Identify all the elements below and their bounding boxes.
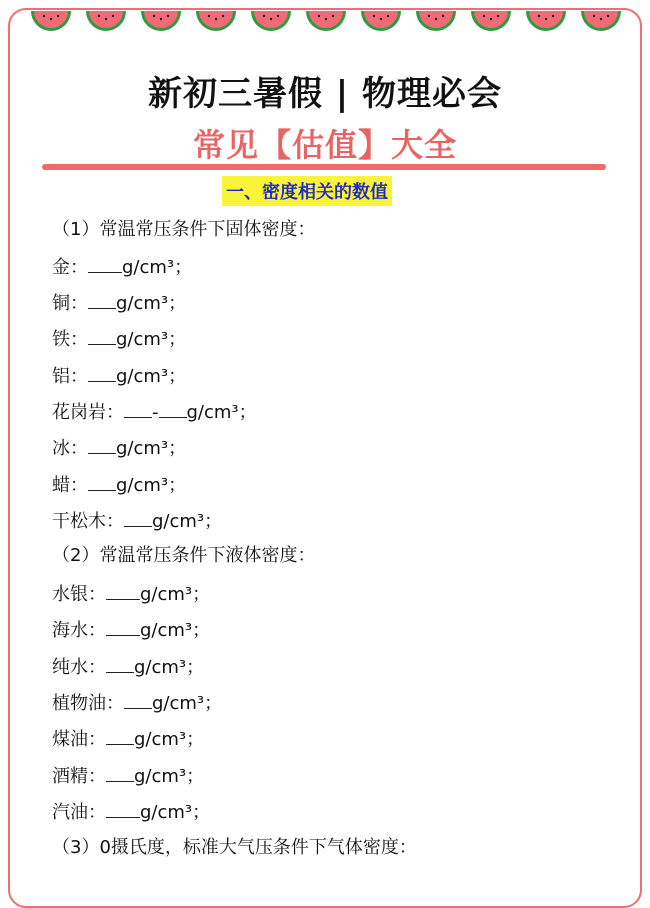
list-item bbox=[52, 399, 257, 425]
fill-blank bbox=[106, 581, 140, 600]
item-label: 植物油： bbox=[52, 693, 124, 714]
subtitle: 常见【估值】大全 bbox=[192, 126, 457, 164]
fill-blank bbox=[124, 690, 152, 709]
list-item bbox=[52, 363, 186, 389]
item-unit: g/cm³； bbox=[116, 329, 187, 350]
item-unit: g/cm³； bbox=[134, 657, 205, 678]
fill-blank bbox=[106, 763, 134, 782]
item-label: 冰： bbox=[52, 438, 88, 459]
item-label: 铜： bbox=[52, 293, 88, 314]
watermelon-icon bbox=[580, 10, 622, 32]
watermelon-icon bbox=[140, 10, 182, 32]
item-unit: g/cm³； bbox=[152, 693, 223, 714]
fill-blank bbox=[88, 254, 122, 273]
list-item bbox=[52, 254, 192, 280]
list-item bbox=[52, 581, 210, 607]
fill-blank bbox=[88, 290, 116, 309]
item-unit: g/cm³； bbox=[134, 766, 205, 787]
item-label: 蜡： bbox=[52, 475, 88, 496]
section-heading: 一、密度相关的数值 bbox=[222, 176, 392, 206]
fill-blank bbox=[159, 399, 187, 418]
fill-blank bbox=[106, 726, 134, 745]
item-label: 金： bbox=[52, 257, 88, 278]
item-label: 花岗岩： bbox=[52, 402, 124, 423]
list-item bbox=[52, 690, 222, 716]
solids-heading: （1）常温常压条件下固体密度： bbox=[52, 219, 316, 240]
list-item bbox=[52, 508, 222, 534]
item-unit: g/cm³； bbox=[186, 402, 257, 423]
range-dash: - bbox=[152, 402, 159, 423]
fill-blank bbox=[88, 326, 116, 345]
item-unit: g/cm³； bbox=[140, 620, 211, 641]
fill-blank bbox=[124, 399, 152, 418]
watermelon-icon bbox=[525, 10, 567, 32]
watermelon-border bbox=[0, 0, 650, 40]
list-item bbox=[52, 799, 210, 825]
list-item bbox=[52, 617, 210, 643]
item-unit: g/cm³； bbox=[116, 475, 187, 496]
list-item bbox=[52, 435, 186, 461]
fill-blank bbox=[124, 508, 152, 527]
title-divider bbox=[42, 164, 606, 170]
liquids-heading: （2）常温常压条件下液体密度： bbox=[52, 545, 316, 566]
item-label: 煤油： bbox=[52, 729, 106, 750]
item-unit: g/cm³； bbox=[140, 802, 211, 823]
watermelon-icon bbox=[470, 10, 512, 32]
fill-blank bbox=[106, 799, 140, 818]
watermelon-icon bbox=[85, 10, 127, 32]
item-unit: g/cm³； bbox=[134, 729, 205, 750]
item-unit: g/cm³； bbox=[116, 438, 187, 459]
item-unit: g/cm³； bbox=[116, 366, 187, 387]
fill-blank bbox=[88, 363, 116, 382]
item-label: 干松木： bbox=[52, 511, 124, 532]
list-item bbox=[52, 654, 204, 680]
item-label: 纯水： bbox=[52, 657, 106, 678]
watermelon-icon bbox=[195, 10, 237, 32]
item-label: 海水： bbox=[52, 620, 106, 641]
item-label: 铝： bbox=[52, 366, 88, 387]
item-label: 汽油： bbox=[52, 802, 106, 823]
list-item bbox=[52, 763, 204, 789]
item-unit: g/cm³； bbox=[140, 584, 211, 605]
watermelon-icon bbox=[415, 10, 457, 32]
fill-blank bbox=[106, 617, 140, 636]
list-item bbox=[52, 326, 186, 352]
item-label: 水银： bbox=[52, 584, 106, 605]
list-item bbox=[52, 290, 186, 316]
list-item bbox=[52, 726, 204, 752]
main-title: 新初三暑假 | 物理必会 bbox=[147, 74, 503, 114]
item-label: 酒精： bbox=[52, 766, 106, 787]
watermelon-icon bbox=[360, 10, 402, 32]
item-label: 铁： bbox=[52, 329, 88, 350]
list-item bbox=[52, 472, 186, 498]
fill-blank bbox=[88, 472, 116, 491]
item-unit: g/cm³； bbox=[122, 257, 193, 278]
watermelon-icon bbox=[305, 10, 347, 32]
watermelon-icon bbox=[30, 10, 72, 32]
item-unit: g/cm³； bbox=[152, 511, 223, 532]
fill-blank bbox=[106, 654, 134, 673]
fill-blank bbox=[88, 435, 116, 454]
gases-heading: （3）0摄氏度，标准大气压条件下气体密度： bbox=[52, 837, 417, 858]
watermelon-icon bbox=[250, 10, 292, 32]
item-unit: g/cm³； bbox=[116, 293, 187, 314]
